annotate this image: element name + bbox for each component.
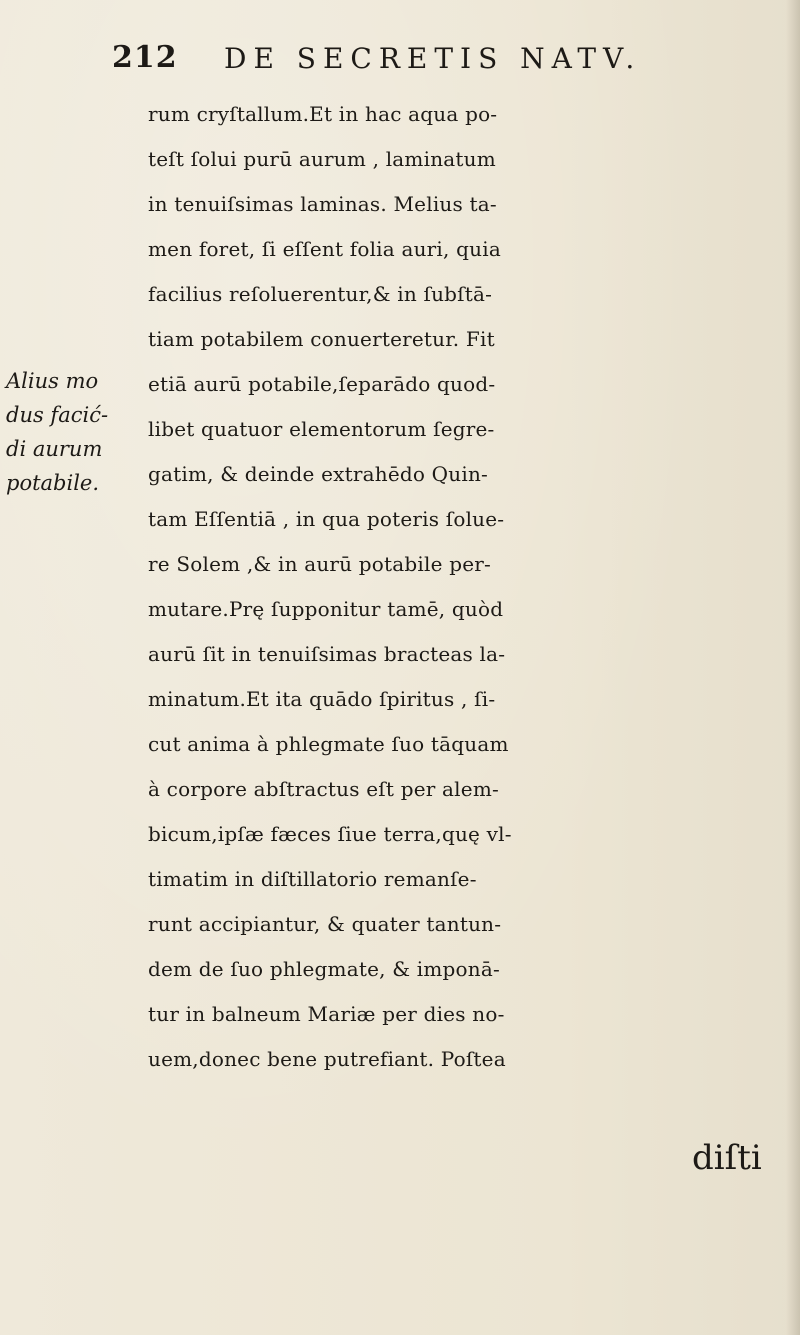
marginal-note-line: di aurum [6,437,103,461]
text-line: runt accipiantur, & quater tantun- [148,912,502,936]
marginal-note-line: dus facić- [6,403,109,427]
text-line: libet quatuor elementorum ſegre- [148,417,495,441]
text-line: à corpore abſtractus eſt per alem- [148,777,499,801]
text-line: men foret, ſi eſſent folia auri, quia [148,237,501,261]
text-line: gatim, & deinde extrahēdo Quin- [148,462,488,486]
page-header [112,40,712,90]
marginal-note-line: potabile. [6,471,100,495]
text-line: teſt ſolui purū aurum , laminatum [148,147,496,171]
catchword: diſti [692,1138,762,1178]
text-line: tiam potabilem conuerteretur. Fit [148,327,495,351]
text-line: mutare.Prę ſupponitur tamē, quòd [148,597,504,621]
marginal-note-line: Alius mo [6,369,99,393]
text-line: aurū ſit in tenuiſsimas bracteas la- [148,642,506,666]
text-line: rum cryſtallum.Et in hac aqua po- [148,102,498,126]
text-line: dem de ſuo phlegmate, & imponā- [148,957,500,981]
text-line: tam Eſſentiā , in qua poteris ſolue- [148,507,505,531]
text-line: timatim in diſtillatorio remanſe- [148,867,477,891]
text-line: etiā aurū potabile,ſeparādo quod- [148,372,496,396]
text-line: minatum.Et ita quādo ſpiritus , ſi- [148,687,496,711]
text-line: cut anima à phlegmate ſuo tāquam [148,732,509,756]
page-number: 212 [112,40,178,75]
text-line: facilius reſoluerentur,& in ſubſtā- [148,282,493,306]
text-line: tur in balneum Mariæ per dies no- [148,1002,505,1026]
running-title: DE SECRETIS NATV. [224,42,642,75]
text-line: uem,donec bene putrefiant. Poſtea [148,1047,506,1071]
page-gutter-shadow [786,0,800,1335]
text-line: bicum,ipſæ fæces ſiue terra,quę vl- [148,822,512,846]
main-text-block [148,92,788,1082]
marginal-note [6,364,126,500]
text-line: re Solem ,& in aurū potabile per- [148,552,491,576]
text-line: in tenuiſsimas laminas. Melius ta- [148,192,497,216]
